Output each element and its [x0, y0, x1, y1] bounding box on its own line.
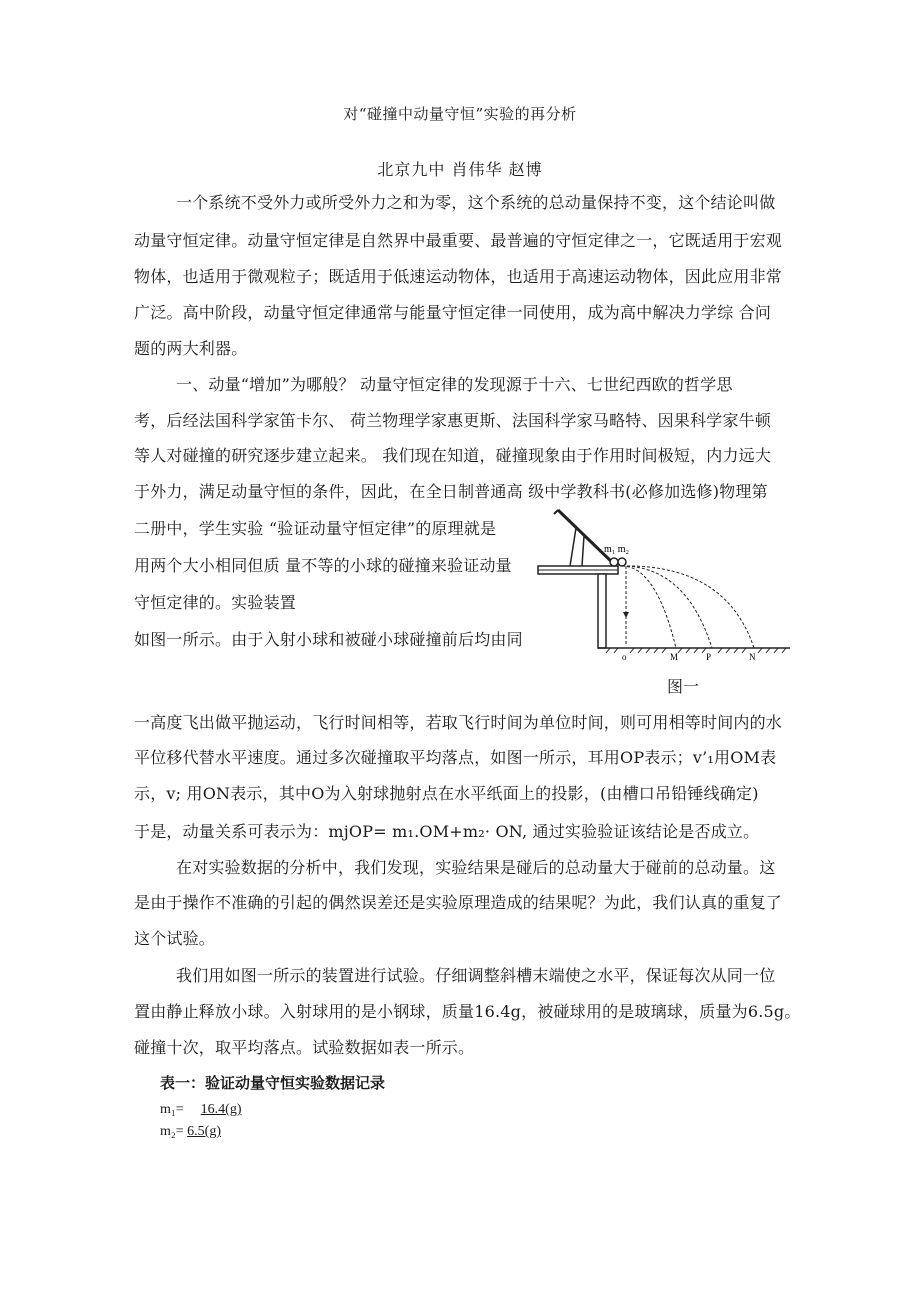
paragraph-line: 一高度飞出做平抛运动，飞行时间相等，若取飞行时间为单位时间，则可用相等时间内的水: [134, 713, 783, 732]
paragraph-line: 于是，动量关系可表示为：mjOP= m₁.OM+m₂· ON, 通过实验验证该结论是否成立。: [134, 822, 760, 841]
paragraph-line: 一个系统不受外力或所受外力之和为零，这个系统的总动量保持不变，这个结论叫做: [176, 193, 776, 212]
paragraph-line: 我们用如图一所示的装置进行试验。仔细调整斜槽末端使之水平，保证每次从同一位: [176, 966, 776, 985]
chute-strut: [570, 528, 576, 566]
paragraph-line: 示，v; 用ON表示，其中O为入射球抛射点在水平纸面上的投影，(由槽口吊铅锤线确定): [134, 784, 759, 803]
paragraph-line: 广泛。高中阶段，动量守恒定律通常与能量守恒定律一同使用，成为高中解决力学综 合问: [134, 303, 772, 322]
paragraph-line: 是由于操作不准确的引起的偶然误差还是实验原理造成的结果呢？为此，我们认真的重复了: [134, 893, 783, 912]
paragraph-line: 平位移代替水平速度。通过多次碰撞取平均落点，如图一所示，耳用OP表示；v’₁用OM表: [134, 748, 777, 767]
mass-m1-value: 16.4(g): [200, 1102, 242, 1117]
collision-apparatus-figure: [536, 508, 792, 662]
paragraph-line: 这个试验。: [134, 929, 216, 948]
paragraph-line: 题的两大利器。: [134, 339, 248, 358]
chute-top: [554, 510, 558, 514]
ball-m2: [618, 558, 626, 566]
plumb-bob: [623, 612, 629, 618]
paragraph-line: 用两个大小相同但质 量不等的小球的碰撞来验证动量: [134, 556, 512, 575]
trajectory-N: [622, 566, 754, 648]
mass-m1-label: m₁=: [160, 1102, 184, 1117]
paragraph-line: 一、动量“增加”为哪般？ 动量守恒定律的发现源于十六、七世纪西欧的哲学思: [176, 375, 733, 394]
ball-m1: [610, 558, 618, 566]
paragraph-line: 如图一所示。由于入射小球和被碰小球碰撞前后均由同: [134, 630, 523, 649]
mass-m2-label: m₂=: [160, 1124, 184, 1139]
paragraph-line: 碰撞十次，取平均落点。试验数据如表一所示。: [134, 1038, 475, 1057]
document-title: 对“碰撞中动量守恒”实验的再分析: [343, 105, 577, 123]
point-P-label: P: [706, 652, 712, 662]
paragraph-line: 动量守恒定律。动量守恒定律是自然界中最重要、最普遍的守恒定律之一，它既适用于宏观: [134, 231, 783, 250]
paragraph-line: 守恒定律的。实验装置: [134, 593, 297, 612]
figure-caption: 图一: [667, 677, 700, 696]
table-leg: [598, 574, 606, 648]
trajectory-M: [622, 566, 676, 648]
point-M-label: M: [670, 652, 679, 662]
document-authors: 北京九中 肖伟华 赵博: [377, 160, 543, 179]
mass-m1-row: [160, 1102, 242, 1118]
chute-strut: [582, 536, 584, 566]
ball-label: m₁ m₂: [604, 544, 630, 555]
paragraph-line: 考，后经法国科学家笛卡尔、 荷兰物理学家惠更斯、法国科学家马略特、因果科学家牛顿: [134, 411, 772, 430]
point-o-label: o: [622, 652, 627, 662]
mass-m2-row: [160, 1124, 221, 1140]
paragraph-line: 于外力，满足动量守恒的条件，因此，在全日制普通高 级中学教科书(必修加选修)物理第: [134, 482, 768, 501]
paragraph-line: 置由静止释放小球。入射球用的是小钢球，质量16.4g，被碰球用的是玻璃球，质量为6.5g。: [134, 1002, 801, 1021]
table-title: 表一：验证动量守恒实验数据记录: [160, 1074, 386, 1092]
paragraph-line: 等人对碰撞的研究逐步建立起来。 我们现在知道，碰撞现象由于作用时间极短，内力远大: [134, 446, 772, 465]
trajectory-P: [622, 566, 712, 648]
mass-m2-value: 6.5(g): [187, 1124, 221, 1139]
paragraph-line: 在对实验数据的分析中，我们发现，实验结果是碰后的总动量大于碰前的总动量。这: [176, 858, 776, 877]
chute-ramp: [558, 510, 616, 566]
paragraph-line: 物体，也适用于微观粒子；既适用于低速运动物体，也适用于高速运动物体，因此应用非常: [134, 267, 783, 286]
point-N-label: N: [749, 652, 756, 662]
paragraph-line: 二册中，学生实验 “验证动量守恒定律”的原理就是: [134, 519, 497, 538]
